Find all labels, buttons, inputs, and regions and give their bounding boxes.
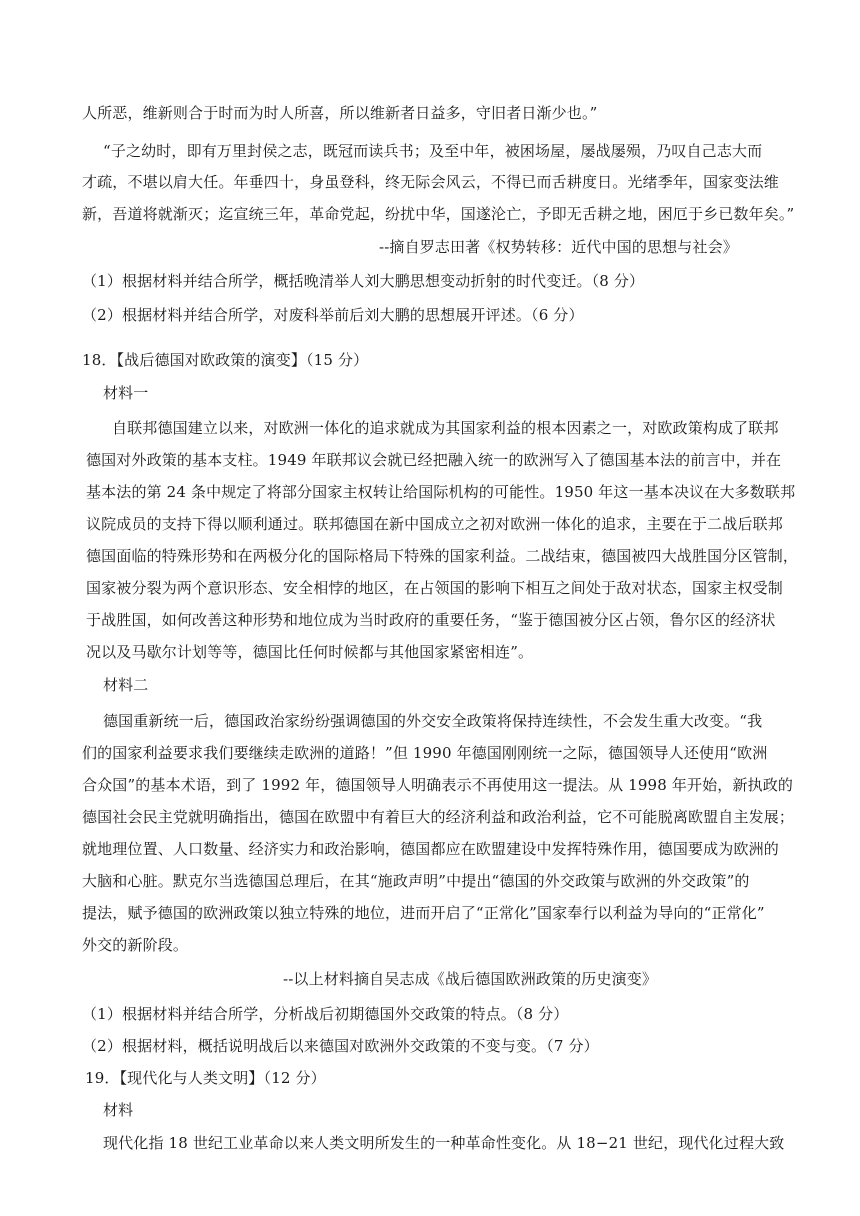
q18-material2-line: 合众国”的基本术语，到了 1992 年，德国领导人明确表示不再使用这一提法。从 1998 年开始，新执政的 [82,776,794,794]
q17-continuation-line: 人所恶，维新则合于时而为时人所喜，所以维新者日益多，守旧者日渐少也。” [82,104,598,122]
q17-question-1: （1）根据材料并结合所学，概括晚清举人刘大鹏思想变动折射的时代变迁。（8 分） [82,272,645,290]
q19-material-line: 现代化指 18 世纪工业革命以来人类文明所发生的一种革命性变化。从 18−21 世纪，现代化过程大致 [103,1134,785,1152]
q18-material2-line: 大脑和心脏。默克尔当选德国总理后，在其“施政声明”中提出“德国的外交政策与欧洲的外交政策”的 [82,872,750,890]
q17-quote-line: 新，吾道将就渐灭；迄宣统三年，革命党起，纷扰中华，国遂沦亡，予即无舌耕之地，困厄于乡已数年矣。” [82,205,795,223]
q18-material1-line: 德国对外政策的基本支柱。1949 年联邦议会就已经把融入统一的欧洲写入了德国基本法的前言中，并在 [86,451,782,469]
q18-header: 18．【战后德国对欧政策的演变】（15 分） [82,351,369,369]
q18-question-2: （2）根据材料，概括说明战后以来德国对欧洲外交政策的不变与变。（7 分） [82,1037,599,1055]
q18-material1-line: 议院成员的支持下得以顺利通过。联邦德国在新中国成立之初对欧洲一体化的追求，主要在于二战后联邦 [86,515,783,533]
q18-material1-label: 材料一 [103,384,149,402]
q18-question-1: （1）根据材料并结合所学，分析战后初期德国外交政策的特点。（8 分） [82,1005,569,1023]
q18-source-citation: --以上材料摘自吴志成《战后德国欧洲政策的历史演变》 [283,970,658,988]
q18-material1-line: 于战胜国，如何改善这种形势和地位成为当时政府的重要任务，“鉴于德国被分区占领，鲁尔区的经济状 [86,611,776,629]
q18-material1-line: 基本法的第 24 条中规定了将部分国家主权转让给国际机构的可能性。1950 年这一基本决议在大多数联邦 [86,483,796,501]
q19-header: 19．【现代化与人类文明】（12 分） [85,1069,326,1087]
q18-material2-line: 德国重新统一后，德国政治家纷纷强调德国的外交安全政策将保持连续性，不会发生重大改变。“我 [103,712,763,730]
q19-material-label: 材料 [103,1101,134,1119]
q18-material1-line: 自联邦德国建立以来，对欧洲一体化的追求就成为其国家利益的根本因素之一，对欧政策构成了联邦 [112,419,779,437]
q18-material1-line: 况以及马歇尔计划等等，德国比任何时候都与其他国家紧密相连”。 [86,643,534,661]
q18-material2-line: 就地理位置、人口数量、经济实力和政治影响，德国都应在欧盟建设中发挥特殊作用，德国要成为欧洲的 [82,840,779,858]
q17-quote-line: 才疏，不堪以肩大任。年垂四十，身虽登科，终无际会风云，不得已而舌耕度日。光绪季年，国家变法维 [82,173,779,191]
q18-material2-line: 提法，赋予德国的欧洲政策以独立特殊的地位，进而开启了“正常化”国家奉行以利益为导向的“正常化” [82,904,765,922]
q17-question-2: （2）根据材料并结合所学，对废科举前后刘大鹏的思想展开评述。（6 分） [82,306,584,324]
q18-material2-line: 外交的新阶段。 [82,936,189,954]
q17-quote-line: “子之幼时，即有万里封侯之志，既冠而读兵书；及至中年，被困场屋，屡战屡殒，乃叹自己志大而 [103,142,763,160]
q18-material2-label: 材料二 [103,676,149,694]
q17-source-citation: --摘自罗志田著《权势转移：近代中国的思想与社会》 [379,238,738,256]
q18-material2-line: 德国社会民主党就明确指出，德国在欧盟中有着巨大的经济利益和政治利益，它不可能脱离欧盟自主发展； [82,808,795,826]
q18-material2-line: 们的国家利益要求我们要继续走欧洲的道路！”但 1990 年德国刚刚统一之际，德国领导人还使用“欧洲 [82,744,768,762]
q18-material1-line: 德国面临的特殊形势和在两极分化的国际格局下特殊的国家利益。二战结束，德国被四大战胜国分区管制， [86,547,799,565]
q18-material1-line: 国家被分裂为两个意识形态、安全相悖的地区，在占领国的影响下相互之间处于敌对状态，国家主权受制 [86,579,783,597]
